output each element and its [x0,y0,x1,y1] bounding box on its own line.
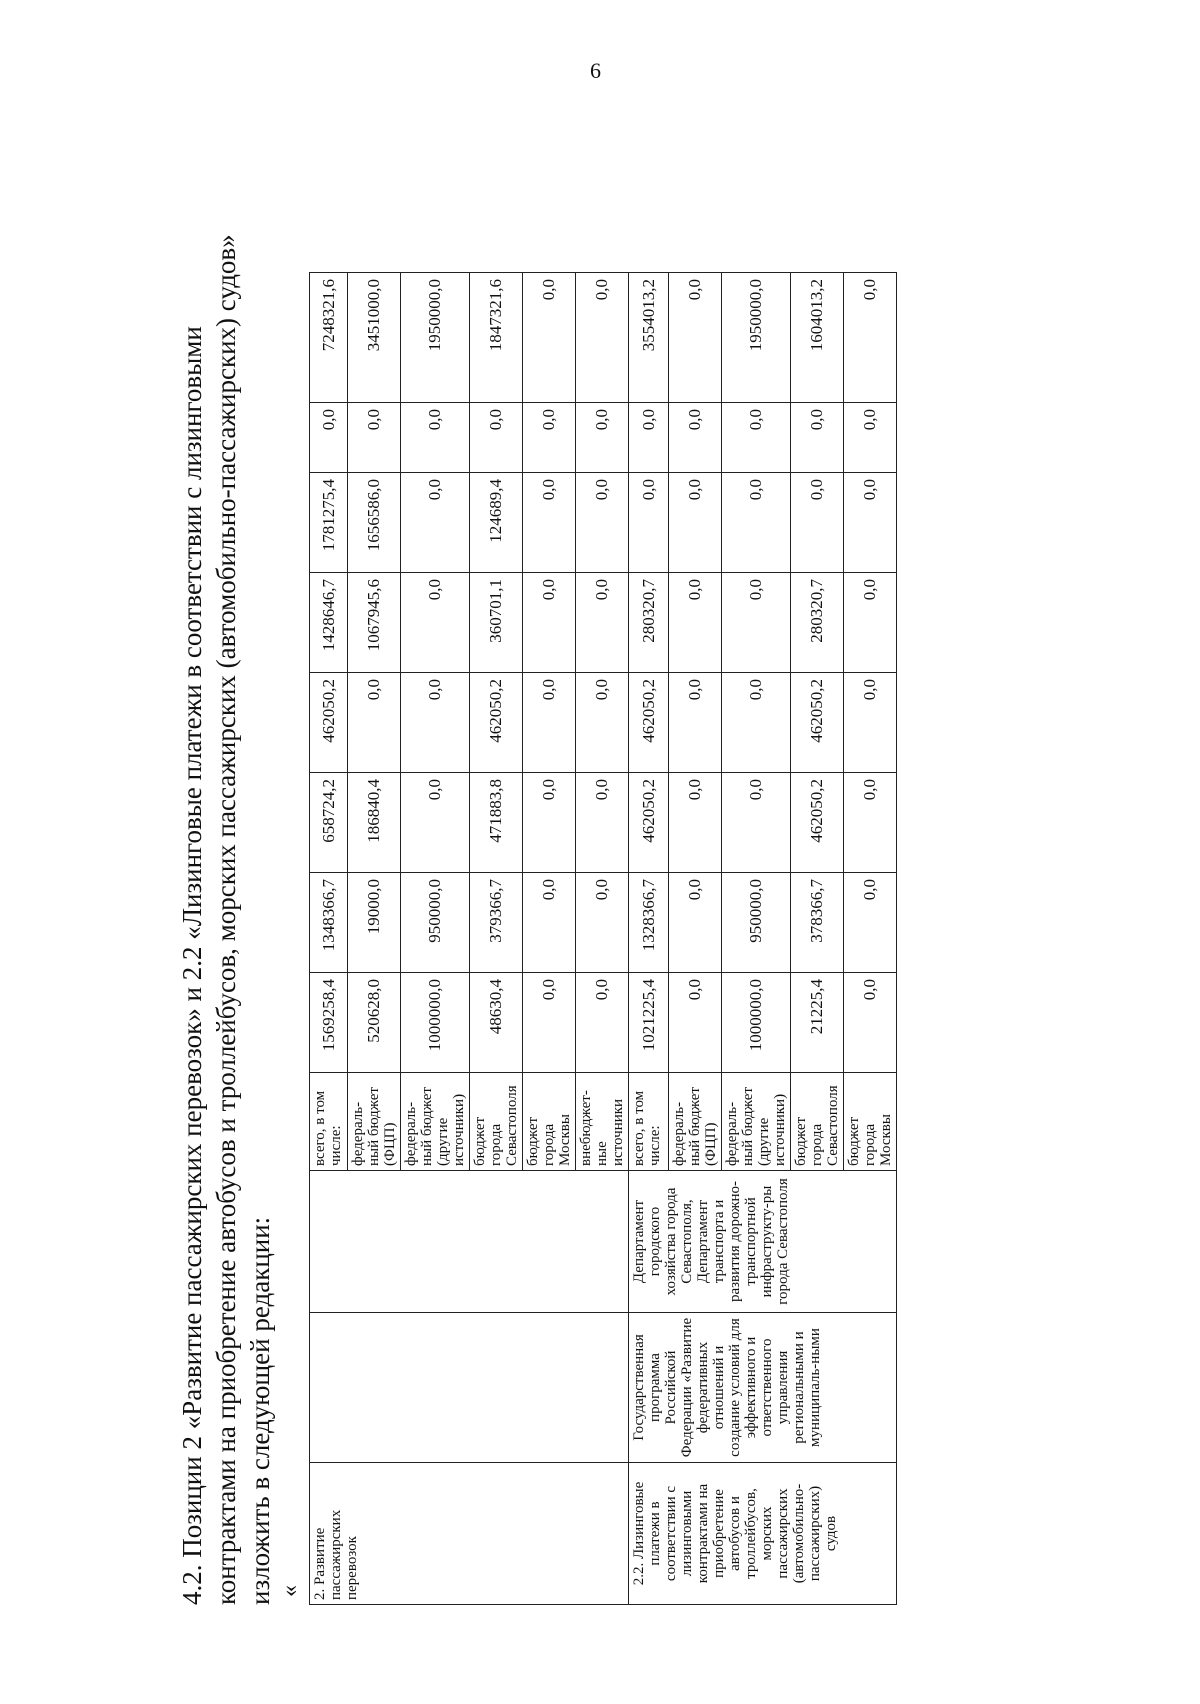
year-value-cell: 0,0 [722,473,791,573]
total-value-cell: 0,0 [576,273,629,403]
year-value-cell: 0,0 [576,673,629,773]
total-value-cell: 3451000,0 [348,273,401,403]
year-value-cell: 0,0 [669,473,722,573]
year-value-cell: 0,0 [844,873,897,973]
year-value-cell: 0,0 [844,403,897,473]
intro-line-1: 4.2. Позиции 2 «Развитие пассажирских перевозок» и 2.2 «Лизинговые платежи в соответствии с лизинговыми [177,326,207,1605]
year-value-cell: 0,0 [791,403,844,473]
year-value-cell: 0,0 [669,973,722,1073]
intro-line-3: изложить в следующей редакции: [245,1216,275,1605]
year-value-cell: 520628,0 [348,973,401,1073]
page-number: 6 [590,58,601,83]
funding-source-cell: всего, в том числе: [310,1073,348,1171]
funding-source-cell: федераль-ный бюджет (другие источники) [722,1073,791,1171]
year-value-cell: 0,0 [523,873,576,973]
year-value-cell: 1428646,7 [310,573,348,673]
year-value-cell: 0,0 [401,403,470,473]
funding-source-cell: бюджет города Москвы [844,1073,897,1171]
year-value-cell: 462050,2 [310,673,348,773]
year-value-cell: 462050,2 [629,773,669,873]
year-value-cell: 1781275,4 [310,473,348,573]
total-value-cell: 3554013,2 [629,273,669,403]
table-row [310,273,348,1605]
funding-source-cell: бюджет города Севастополя [791,1073,844,1171]
year-value-cell: 1328366,7 [629,873,669,973]
year-value-cell: 0,0 [629,403,669,473]
budget-table [309,272,897,1605]
year-value-cell: 0,0 [523,673,576,773]
year-value-cell: 379366,7 [470,873,523,973]
year-value-cell: 378366,7 [791,873,844,973]
funding-source-cell: федераль-ный бюджет (ФЦП) [348,1073,401,1171]
total-value-cell: 1950000,0 [722,273,791,403]
year-value-cell: 1000000,0 [401,973,470,1073]
year-value-cell: 0,0 [401,573,470,673]
rotated-document-body [175,85,1080,1615]
year-value-cell: 48630,4 [470,973,523,1073]
funding-source-cell: внебюджет-ные источники [576,1073,629,1171]
year-value-cell: 471883,8 [470,773,523,873]
year-value-cell: 186840,4 [348,773,401,873]
amendment-intro [175,105,277,1605]
year-value-cell: 1569258,4 [310,973,348,1073]
year-value-cell: 0,0 [348,673,401,773]
activity-name-cell: 2. Развитие пассажирских перевозок [310,1463,629,1605]
year-value-cell: 0,0 [576,973,629,1073]
year-value-cell: 0,0 [523,773,576,873]
year-value-cell: 0,0 [844,473,897,573]
year-value-cell: 0,0 [844,973,897,1073]
year-value-cell: 0,0 [722,403,791,473]
total-value-cell: 0,0 [669,273,722,403]
year-value-cell: 0,0 [470,403,523,473]
year-value-cell: 0,0 [576,773,629,873]
year-value-cell: 0,0 [791,473,844,573]
year-value-cell: 462050,2 [470,673,523,773]
year-value-cell: 0,0 [844,573,897,673]
year-value-cell: 360701,1 [470,573,523,673]
year-value-cell: 950000,0 [401,873,470,973]
year-value-cell: 0,0 [669,403,722,473]
year-value-cell: 462050,2 [791,773,844,873]
year-value-cell: 0,0 [523,403,576,473]
year-value-cell: 280320,7 [791,573,844,673]
responsible-cell: Департамент городского хозяйства города Севастополя, Департамент транспорта и развития дорожно-транспортной инфраструкту-ры города Севастополя [629,1171,897,1313]
year-value-cell: 124689,4 [470,473,523,573]
year-value-cell: 0,0 [576,873,629,973]
year-value-cell: 0,0 [401,473,470,573]
year-value-cell: 0,0 [669,673,722,773]
year-value-cell: 0,0 [844,773,897,873]
table-row [629,273,669,1605]
funding-source-cell: федераль-ный бюджет (ФЦП) [669,1073,722,1171]
year-value-cell: 0,0 [576,473,629,573]
funding-source-cell: федераль-ный бюджет (другие источники) [401,1073,470,1171]
funding-source-cell: бюджет города Москвы [523,1073,576,1171]
year-value-cell: 0,0 [722,673,791,773]
year-value-cell: 0,0 [523,473,576,573]
program-cell: Государственная программа Российской Федерации «Развитие федеративных отношений и создание условий для эффективного и ответственного управления региональными и муниципаль-ными [629,1313,897,1463]
year-value-cell: 1000000,0 [722,973,791,1073]
total-value-cell: 0,0 [523,273,576,403]
year-value-cell: 462050,2 [791,673,844,773]
year-value-cell: 0,0 [523,973,576,1073]
year-value-cell: 19000,0 [348,873,401,973]
year-value-cell: 1348366,7 [310,873,348,973]
activity-name-cell: 2.2. Лизинговые платежи в соответствии с лизинговыми контрактами на приобретение автобусов и троллейбусов, морских пассажирских (автомобильно-пассажирских) судов [629,1463,897,1605]
year-value-cell: 0,0 [722,573,791,673]
year-value-cell: 0,0 [576,573,629,673]
year-value-cell: 658724,2 [310,773,348,873]
year-value-cell: 0,0 [844,673,897,773]
responsible-cell [310,1171,629,1313]
total-value-cell: 1604013,2 [791,273,844,403]
funding-source-cell: бюджет города Севастополя [470,1073,523,1171]
year-value-cell: 0,0 [669,873,722,973]
year-value-cell: 0,0 [401,773,470,873]
year-value-cell: 0,0 [629,473,669,573]
total-value-cell: 1950000,0 [401,273,470,403]
total-value-cell: 7248321,6 [310,273,348,403]
year-value-cell: 0,0 [576,403,629,473]
year-value-cell: 0,0 [348,403,401,473]
intro-line-2: контрактами на приобретение автобусов и троллейбусов, морских пассажирских (автомобильно-пассажирских) судов» [211,234,241,1605]
year-value-cell: 21225,4 [791,973,844,1073]
opening-quote: « [277,1585,303,1597]
year-value-cell: 1067945,6 [348,573,401,673]
program-cell [310,1313,629,1463]
year-value-cell: 0,0 [523,573,576,673]
total-value-cell: 0,0 [844,273,897,403]
total-value-cell: 1847321,6 [470,273,523,403]
year-value-cell: 462050,2 [629,673,669,773]
year-value-cell: 0,0 [669,573,722,673]
funding-source-cell: всего, в том числе: [629,1073,669,1171]
year-value-cell: 0,0 [401,673,470,773]
year-value-cell: 0,0 [722,773,791,873]
year-value-cell: 0,0 [669,773,722,873]
year-value-cell: 0,0 [310,403,348,473]
year-value-cell: 1656586,0 [348,473,401,573]
year-value-cell: 1021225,4 [629,973,669,1073]
year-value-cell: 280320,7 [629,573,669,673]
year-value-cell: 950000,0 [722,873,791,973]
